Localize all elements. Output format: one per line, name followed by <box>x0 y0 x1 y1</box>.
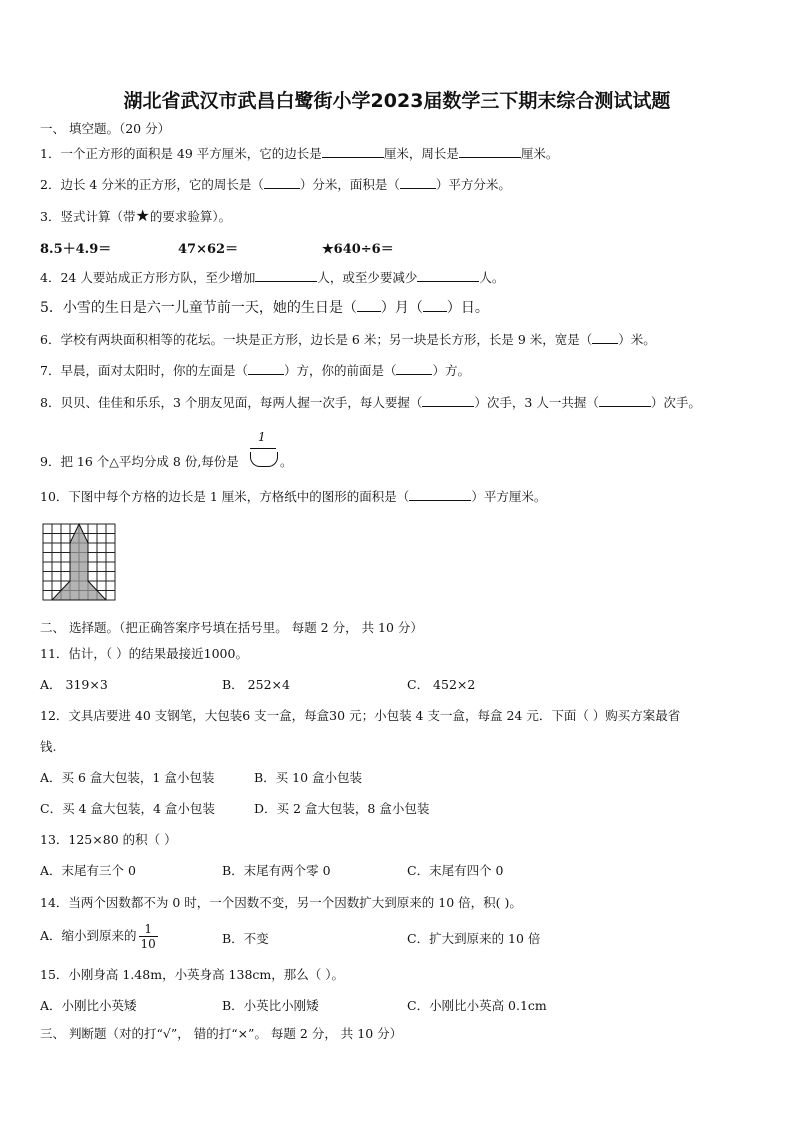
answer-blank[interactable] <box>396 362 432 375</box>
question-13: 13．125×80 的积（ ） <box>40 832 177 847</box>
section-heading-choice: 二、 选择题。（把正确答案序号填在括号里。 每题 2 分， 共 10 分） <box>40 620 423 635</box>
option-12-c[interactable]: C．买 4 盒大包装，4 盒小包装 <box>40 801 215 816</box>
question-8: 8．贝贝、佳佳和乐乐，3 个朋友见面，每两人握一次手，每人要握（ ）次手，3 人一共握（ ）次手。 <box>40 395 701 410</box>
answer-blank[interactable] <box>322 145 384 158</box>
answer-blank[interactable] <box>357 299 381 312</box>
question-9: 9．把 16 个△平均分成 8 份,每份是 <box>40 454 239 469</box>
fraction-bar <box>250 448 276 449</box>
question-1: 1．一个正方形的面积是 49 平方厘米，它的边长是 厘米，周长是 厘米。 <box>40 146 559 161</box>
star-icon: ★ <box>135 206 150 225</box>
option-11-b[interactable]: B． 252×4 <box>222 677 290 692</box>
answer-blank[interactable] <box>248 362 284 375</box>
fraction-blank[interactable] <box>246 430 280 470</box>
question-12-cont: 钱. <box>40 739 57 754</box>
question-7: 7．早晨，面对太阳时，你的左面是（ ）方，你的前面是（ ）方。 <box>40 363 470 378</box>
section-heading-fill-blank: 一、 填空题。（20 分） <box>40 121 171 136</box>
option-11-a[interactable]: A． 319×3 <box>40 677 108 692</box>
option-14-a[interactable]: A．缩小到原来的 $\frac{1}{10}$ <box>40 922 156 951</box>
option-13-c[interactable]: C．末尾有四个 0 <box>407 863 504 878</box>
answer-blank[interactable] <box>459 145 521 158</box>
question-14: 14．当两个因数都不为 0 时，一个因数不变，另一个因数扩大到原来的 10 倍，积( )。 <box>40 895 522 910</box>
option-15-b[interactable]: B．小英比小刚矮 <box>222 998 319 1013</box>
answer-blank[interactable] <box>400 176 436 189</box>
answer-blank[interactable] <box>255 269 317 282</box>
option-14-c[interactable]: C．扩大到原来的 10 倍 <box>407 931 541 946</box>
answer-blank[interactable] <box>417 269 479 282</box>
option-15-c[interactable]: C．小刚比小英高 0.1cm <box>407 998 547 1013</box>
option-15-a[interactable]: A．小刚比小英矮 <box>40 998 137 1013</box>
option-12-b[interactable]: B．买 10 盒小包装 <box>254 770 363 785</box>
option-11-c[interactable]: C． 452×2 <box>407 677 476 692</box>
question-3: 3．竖式计算（带★的要求验算）。 <box>40 206 232 225</box>
question-12: 12．文具店要进 40 支钢笔，大包装6 支一盒，每盒30 元；小包装 4 支一盒，每盒 24 元．下面（ ）购买方案最省 <box>40 708 681 723</box>
option-13-a[interactable]: A．末尾有三个 0 <box>40 863 136 878</box>
question-6: 6．学校有两块面积相等的花坛。一块是正方形，边长是 6 米；另一块是长方形，长是 9 米，宽是（ ）米。 <box>40 332 656 347</box>
answer-blank[interactable] <box>423 299 447 312</box>
option-13-b[interactable]: B．末尾有两个零 0 <box>222 863 331 878</box>
grid-figure <box>41 522 117 602</box>
question-11: 11．估计，（ ）的结果最接近1000。 <box>40 646 248 661</box>
calc-item-3: ★640÷6＝ <box>322 242 394 257</box>
page-title: 湖北省武汉市武昌白鹭街小学2023届数学三下期末综合测试试题 <box>123 90 671 112</box>
question-2: 2．边长 4 分米的正方形，它的周长是（ ）分米，面积是（ ）平方分米。 <box>40 177 511 192</box>
option-12-a[interactable]: A．买 6 盒大包装，1 盒小包装 <box>40 770 215 785</box>
answer-blank[interactable] <box>422 394 474 407</box>
calc-item-1: 8.5＋4.9＝ <box>40 242 112 257</box>
fraction-numerator: 1 <box>258 430 266 444</box>
option-14-b[interactable]: B．不变 <box>222 931 269 946</box>
question-9-end: 。 <box>280 454 293 469</box>
answer-blank[interactable] <box>592 331 618 344</box>
answer-blank[interactable] <box>264 176 300 189</box>
option-12-d[interactable]: D．买 2 盒大包装，8 盒小包装 <box>254 801 430 816</box>
fraction: $\frac{1}{10}$ <box>140 922 156 951</box>
answer-blank[interactable] <box>409 488 471 501</box>
section-heading-judge: 三、 判断题（对的打“√”， 错的打“×”。 每题 2 分， 共 10 分） <box>40 1026 403 1041</box>
calc-item-2: 47×62＝ <box>178 242 239 257</box>
question-4: 4．24 人要站成正方形方队，至少增加 人，或至少要减少 人。 <box>40 270 505 285</box>
question-10: 10．下图中每个方格的边长是 1 厘米，方格纸中的图形的面积是（ ）平方厘米。 <box>40 489 547 504</box>
question-5: 5．小雪的生日是六一儿童节前一天，她的生日是（ ）月（ ）日。 <box>40 300 489 316</box>
question-15: 15．小刚身高 1.48m，小英身高 138cm，那么（ ）。 <box>40 967 344 982</box>
answer-blank[interactable] <box>599 394 651 407</box>
fraction-denominator-paren <box>250 452 278 467</box>
